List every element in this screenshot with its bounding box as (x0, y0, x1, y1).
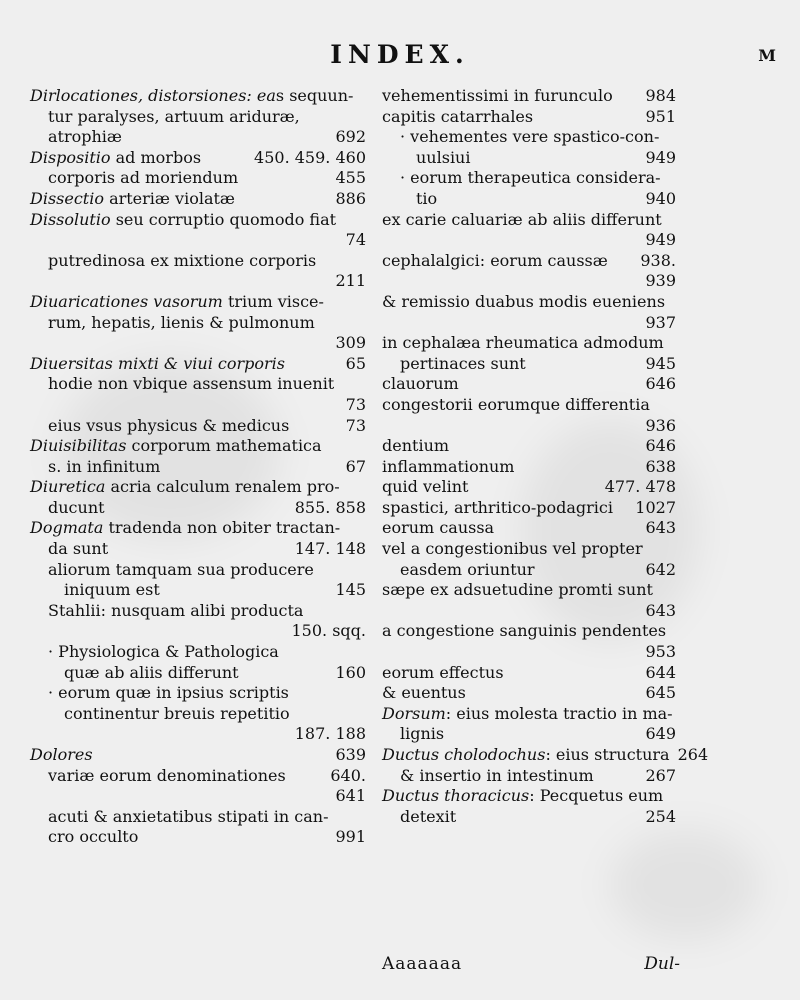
index-line (30, 354, 366, 375)
index-text: · eorum therapeutica considera- (400, 168, 661, 188)
index-text: & insertio in intestinum (400, 765, 594, 785)
page-header: INDEX. (330, 40, 470, 69)
page-number: 692 (335, 127, 366, 147)
index-text: Dissolutio seu corruptio quomodo fiat (30, 209, 337, 229)
corner-mark: M (758, 46, 776, 65)
index-text: atrophiæ (48, 127, 122, 147)
index-line (30, 663, 366, 684)
index-term: Dispositio (30, 147, 111, 167)
index-line (382, 436, 676, 457)
index-text: quid velint (382, 477, 469, 497)
index-term: Diuretica (30, 477, 106, 497)
index-line (382, 127, 676, 148)
page-number: 267 (645, 765, 676, 785)
left-column-entry (30, 210, 366, 251)
index-term: Dorsum (382, 703, 446, 723)
index-line (382, 766, 676, 787)
page-number: 937 (645, 312, 676, 332)
index-term: Dissolutio (30, 209, 111, 229)
right-column-entry (382, 127, 676, 168)
left-column-entry (30, 436, 366, 477)
index-line (30, 313, 366, 334)
index-line (30, 457, 366, 478)
page-number: 639 (335, 745, 366, 764)
index-line (382, 333, 676, 354)
index-line (382, 457, 676, 478)
page-number: 254 (645, 806, 676, 826)
index-line (382, 230, 676, 251)
index-text: Diuretica acria calculum renalem pro- (30, 477, 340, 497)
right-column-entry (382, 580, 676, 621)
stain-decoration (610, 830, 760, 940)
index-text: congestorii eorumque differentia (382, 394, 650, 414)
index-text: quæ ab aliis differunt (64, 662, 239, 682)
index-text: ex carie caluariæ ab aliis differunt (382, 209, 662, 229)
index-line (382, 354, 676, 375)
index-term: Diuaricationes vasorum (30, 291, 223, 311)
right-column-entry (382, 477, 676, 498)
right-column-entry (382, 333, 676, 374)
right-column-entry (382, 663, 676, 684)
index-line (382, 683, 676, 704)
index-text: corporis ad moriendum (48, 168, 239, 188)
index-line (382, 148, 676, 169)
left-column-entry (30, 416, 366, 437)
page-number: 644 (645, 662, 676, 682)
page-number: 640. (330, 765, 366, 785)
page-number: 855. 858 (294, 497, 366, 517)
index-text: lignis (400, 724, 445, 744)
index-line (30, 395, 366, 416)
page-number: 643 (645, 518, 676, 538)
index-line (30, 745, 366, 766)
index-line (30, 86, 366, 107)
left-column-entry (30, 477, 366, 518)
index-text: variæ eorum denominationes (48, 765, 286, 785)
index-line (382, 539, 676, 560)
index-term: Dissectio (30, 188, 110, 208)
index-line (30, 704, 366, 725)
index-term: Dogmata (30, 518, 104, 538)
right-column-entry (382, 457, 676, 478)
right-column-entry (382, 683, 676, 704)
index-text: easdem oriuntur (400, 559, 535, 579)
index-line (382, 271, 676, 292)
index-text: uulsiui (416, 147, 471, 167)
index-text: dentium (382, 436, 450, 456)
index-line (30, 683, 366, 704)
index-line (30, 807, 366, 828)
index-line (30, 210, 366, 231)
left-column-entry (30, 560, 366, 601)
left-column-entry (30, 148, 366, 189)
right-column-entry (382, 518, 676, 539)
index-line (30, 107, 366, 128)
index-line (30, 292, 366, 313)
index-line (382, 498, 676, 519)
index-line (30, 827, 366, 848)
page-number: 645 (645, 683, 676, 703)
page-number: 450. 459. 460 (254, 147, 366, 167)
index-line (382, 518, 676, 539)
left-column-entry (30, 189, 366, 210)
index-text: Dirlocationes, distorsiones: eas sequun- (30, 86, 354, 105)
page-number: 73 (345, 415, 366, 435)
index-text: · vehementes vere spastico-con- (400, 127, 660, 147)
index-line (382, 724, 676, 745)
index-line (382, 807, 676, 828)
index-line (382, 560, 676, 581)
page-number: 477. 478 (604, 477, 676, 497)
signature-mark: Aaaaaaa (382, 954, 463, 974)
page-number: 455 (335, 168, 366, 188)
right-column-entry (382, 251, 676, 292)
right-column (382, 86, 709, 827)
left-column (30, 86, 366, 848)
page-number: 643 (645, 600, 676, 620)
index-text: detexit (400, 806, 457, 826)
index-line (382, 168, 676, 189)
index-line (30, 518, 366, 539)
page-number: 211 (335, 271, 366, 291)
index-line (30, 601, 366, 622)
index-line (30, 416, 366, 437)
index-text: Dispositio ad morbos (30, 147, 202, 167)
index-line (30, 333, 366, 354)
index-line (30, 436, 366, 457)
page-number: 74 (345, 230, 366, 250)
page-number: 73 (345, 394, 366, 414)
index-line (30, 251, 366, 272)
index-line (382, 292, 676, 313)
index-text: Ductus thoracicus: Pecquetus eum (382, 786, 664, 806)
index-text: inflammationum (382, 456, 515, 476)
index-line (382, 642, 676, 663)
index-text: eorum effectus (382, 662, 504, 682)
page-number: 949 (645, 230, 676, 250)
right-column-entry (382, 395, 676, 436)
right-column-entry (382, 210, 676, 251)
index-text: · eorum quæ in ipsius scriptis (48, 683, 289, 703)
index-text: iniquum est (64, 580, 160, 600)
index-line (382, 313, 676, 334)
index-text: aliorum tamquam sua producere (48, 559, 314, 579)
left-column-entry (30, 86, 366, 148)
index-text: continentur breuis repetitio (64, 703, 290, 723)
index-line (382, 663, 676, 684)
page-number: 939 (645, 271, 676, 291)
index-text: tur paralyses, artuum ariduræ, (48, 106, 300, 126)
index-line (30, 786, 366, 807)
page-number: 642 (645, 559, 676, 579)
index-line (30, 766, 366, 787)
index-text: clauorum (382, 374, 459, 394)
index-line (30, 580, 366, 601)
page-number: 147. 148 (294, 539, 366, 559)
index-text: spastici, arthritico-podagrici (382, 497, 613, 517)
page-number: 991 (335, 827, 366, 847)
index-text: tio (416, 188, 438, 208)
index-text: Diuisibilitas corporum mathematica (30, 436, 322, 456)
index-term: Diuisibilitas (30, 436, 127, 456)
right-column-entry (382, 436, 676, 457)
left-column-entry (30, 251, 366, 292)
index-text: · Physiologica & Pathologica (48, 642, 279, 662)
page-number: 938. (640, 250, 676, 270)
index-text: Diuaricationes vasorum trium visce- (30, 291, 324, 311)
index-line (30, 148, 366, 169)
page-number: 264 (677, 745, 709, 764)
index-text: s. in infinitum (48, 456, 161, 476)
page-number: 646 (645, 374, 676, 394)
right-column-entry (382, 745, 709, 786)
right-column-entry (382, 107, 676, 128)
index-text: Stahlii: nusquam alibi producta (48, 600, 304, 620)
page-number: 886 (335, 188, 366, 208)
index-line (382, 745, 709, 766)
index-term: Ductus cholodochus (382, 745, 546, 764)
left-column-entry (30, 745, 366, 807)
left-column-entry (30, 292, 366, 354)
right-column-entry (382, 292, 676, 333)
index-text: Dogmata tradenda non obiter tractan- (30, 518, 341, 538)
index-text: & euentus (382, 683, 466, 703)
page-number: 145 (335, 580, 366, 600)
index-line (30, 724, 366, 745)
index-text (30, 745, 93, 766)
catchword: Dul- (644, 954, 680, 974)
index-line (382, 374, 676, 395)
index-line (382, 395, 676, 416)
index-line (30, 168, 366, 189)
index-text: cephalalgici: eorum caussæ (382, 250, 608, 270)
page-number: 953 (645, 642, 676, 662)
index-term: Dirlocationes, distorsiones: ea (30, 86, 276, 105)
index-text: hodie non vbique assensum inuenit (48, 374, 335, 394)
left-column-entry (30, 683, 366, 745)
index-line (30, 498, 366, 519)
index-line (382, 601, 676, 622)
left-column-entry (30, 601, 366, 642)
index-text: sæpe ex adsuetudine promti sunt (382, 580, 653, 600)
index-text: a congestione sanguinis pendentes (382, 621, 667, 641)
index-line (382, 704, 676, 725)
index-line (382, 621, 676, 642)
left-column-entry (30, 354, 366, 416)
right-column-entry (382, 621, 676, 662)
page-number: 638 (645, 456, 676, 476)
index-line (30, 127, 366, 148)
index-text: Dissectio arteriæ violatæ (30, 188, 235, 208)
index-text: eorum caussa (382, 518, 495, 538)
index-line (382, 189, 676, 210)
page-number: 309 (335, 333, 366, 353)
index-text: eius vsus physicus & medicus (48, 415, 290, 435)
page-number: 945 (645, 353, 676, 373)
index-line (30, 539, 366, 560)
index-line (382, 107, 676, 128)
page-number: 649 (645, 724, 676, 744)
page-number: 936 (645, 415, 676, 435)
left-column-entry (30, 807, 366, 848)
page-number: 65 (345, 353, 366, 373)
index-line (30, 189, 366, 210)
page-number: 949 (645, 147, 676, 167)
page-number: 641 (335, 786, 366, 806)
right-column-entry (382, 168, 676, 209)
index-line (30, 642, 366, 663)
index-text: Dorsum: eius molesta tractio in ma- (382, 703, 673, 723)
page-number: 160 (335, 662, 366, 682)
index-line (382, 580, 676, 601)
right-column-entry (382, 539, 676, 580)
index-line (30, 374, 366, 395)
index-text: & remissio duabus modis eueniens (382, 291, 666, 311)
index-text: capitis catarrhales (382, 106, 534, 126)
index-line (382, 86, 676, 107)
index-line (382, 786, 676, 807)
index-text: ducunt (48, 497, 105, 517)
index-text: pertinaces sunt (400, 353, 526, 373)
index-text: Ductus cholodochus: eius structura (382, 745, 670, 764)
right-column-entry (382, 86, 676, 107)
index-line (30, 560, 366, 581)
right-column-entry (382, 498, 676, 519)
left-column-entry (30, 518, 366, 559)
index-text: putredinosa ex mixtione corporis (48, 250, 317, 270)
index-text: in cephalæa rheumatica admodum (382, 333, 664, 353)
page-number: 187. 188 (294, 724, 366, 744)
index-text: vel a congestionibus vel propter (382, 539, 643, 559)
index-text: rum, hepatis, lienis & pulmonum (48, 312, 315, 332)
index-line (382, 251, 676, 272)
index-term: Diuersitas mixti & viui corporis (30, 353, 285, 373)
index-line (382, 416, 676, 437)
index-text: acuti & anxietatibus stipati in can- (48, 806, 329, 826)
index-line (30, 271, 366, 292)
index-line (30, 230, 366, 251)
index-text: da sunt (48, 539, 109, 559)
right-column-entry (382, 786, 676, 827)
index-line (382, 210, 676, 231)
page-number: 646 (645, 436, 676, 456)
index-line (30, 477, 366, 498)
page-number: 940 (645, 188, 676, 208)
index-text: cro occulto (48, 827, 139, 847)
index-line (382, 477, 676, 498)
page-number: 1027 (635, 497, 676, 517)
index-term: Ductus thoracicus (382, 786, 530, 806)
left-column-entry (30, 642, 366, 683)
right-column-entry (382, 704, 676, 745)
index-text (30, 354, 285, 375)
page-number: 984 (645, 86, 676, 105)
right-column-entry (382, 374, 676, 395)
index-text: vehementissimi in furunculo (382, 86, 613, 105)
index-term: Dolores (30, 745, 93, 764)
index-line (30, 621, 366, 642)
page-number: 150. sqq. (291, 621, 366, 641)
page-number: 67 (345, 456, 366, 476)
page-number: 951 (645, 106, 676, 126)
